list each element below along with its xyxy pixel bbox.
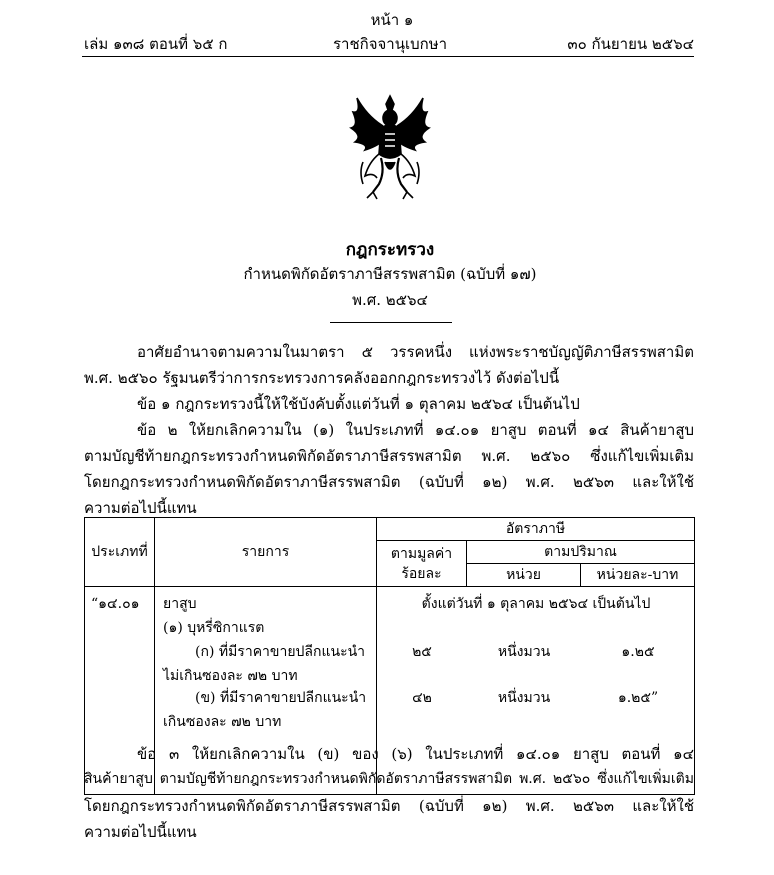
header-by-quantity: ตามปริมาณ (467, 541, 695, 564)
header-unit: หน่วย (467, 564, 581, 587)
preamble-line-2: พ.ศ. ๒๕๖๐ รัฐมนตรีว่าการกระทรวงการคลังออกกฎกระทรวงไว้ ดังต่อไปนี้ (84, 369, 560, 387)
header-by-value (377, 541, 467, 587)
volume-info: เล่ม ๑๓๘ ตอนที่ ๖๕ ก (84, 35, 228, 53)
clause-2-line-2: ตามบัญชีท้ายกฎกระทรวงกำหนดพิกัดอัตราภาษีสรรพสามิต พ.ศ. ๒๕๖๐ ซึ่งแก้ไขเพิ่มเติม (84, 447, 694, 465)
effective-date: ตั้งแต่วันที่ ๑ ตุลาคม ๒๕๖๔ เป็นต้นไป (421, 596, 651, 612)
page-number: หน้า ๑ (370, 11, 414, 29)
header-by-value-line1: ตามมูลค่า (390, 545, 453, 562)
item-tobacco: ยาสูบ (163, 596, 197, 612)
clause-2-line-1: ข้อ ๒ ให้ยกเลิกความใน (๑) ในประเภทที่ ๑๔.๐๑ ยาสูบ ตอนที่ ๑๔ สินค้ายาสูบ (137, 421, 694, 439)
sub-b-rate: ๑.๒๕” (617, 690, 659, 706)
clause-3-line-4: ความต่อไปนี้แทน (84, 823, 197, 841)
item-cigarette: (๑) บุหรี่ซิกาแรต (163, 620, 265, 636)
item-sub-b-line1: (ข) ที่มีราคาขายปลีกแนะนำ (195, 690, 367, 706)
clause-3-line-3: โดยกฎกระทรวงกำหนดพิกัดอัตราภาษีสรรพสามิต (ฉบับที่ ๑๒) พ.ศ. ๒๕๖๓ และให้ใช้ (84, 797, 694, 815)
sub-b-unit: หนึ่งมวน (497, 690, 551, 706)
title-rule (330, 322, 452, 323)
category-code: “๑๔.๐๑ (91, 596, 140, 612)
header-items: รายการ (155, 518, 377, 587)
item-sub-a-line2: ไม่เกินซองละ ๗๒ บาท (163, 668, 298, 684)
document-subtitle: กำหนดพิกัดอัตราภาษีสรรพสามิต (ฉบับที่ ๑๗) (243, 265, 537, 283)
garuda-emblem-icon (345, 92, 435, 202)
preamble-line-1: อาศัยอำนาจตามความในมาตรา ๕ วรรคหนึ่ง แห่งพระราชบัญญัติภาษีสรรพสามิต (137, 343, 694, 361)
sub-a-unit: หนึ่งมวน (497, 644, 551, 660)
item-sub-b-line2: เกินซองละ ๗๒ บาท (163, 714, 282, 730)
item-sub-a-line1: (ก) ที่มีราคาขายปลีกแนะนำ (195, 644, 366, 660)
header-by-value-line2: ร้อยละ (401, 565, 442, 582)
document-year: พ.ศ. ๒๕๖๔ (352, 291, 428, 309)
clause-2-line-3: โดยกฎกระทรวงกำหนดพิกัดอัตราภาษีสรรพสามิต (ฉบับที่ ๑๒) พ.ศ. ๒๕๖๓ และให้ใช้ (84, 473, 694, 491)
clause-2-line-4: ความต่อไปนี้แทน (84, 499, 197, 517)
header-per-unit: หน่วยละ-บาท (581, 564, 695, 587)
clause-3-line-2: สินค้ายาสูบ ตามบัญชีท้ายกฎกระทรวงกำหนดพิกัดอัตราภาษีสรรพสามิต พ.ศ. ๒๕๖๐ ซึ่งแก้ไขเพิ่มเติม (84, 771, 694, 787)
clause-3-line-1: ข้อ ๓ ให้ยกเลิกความใน (ข) ของ (๖) ในประเภทที่ ๑๔.๐๑ ยาสูบ ตอนที่ ๑๔ (137, 745, 694, 763)
sub-a-percent: ๒๕ (412, 644, 432, 660)
sub-b-percent: ๔๒ (412, 690, 432, 706)
gazette-name: ราชกิจจานุเบกษา (332, 35, 448, 53)
document-title: กฎกระทรวง (345, 240, 435, 260)
clause-1: ข้อ ๑ กฎกระทรวงนี้ให้ใช้บังคับตั้งแต่วันที่ ๑ ตุลาคม ๒๕๖๔ เป็นต้นไป (137, 395, 580, 413)
sub-a-rate: ๑.๒๕ (621, 644, 655, 660)
header-tax-rate: อัตราภาษี (377, 518, 695, 541)
publish-date: ๓๐ กันยายน ๒๕๖๔ (567, 35, 694, 53)
header-divider (82, 56, 694, 57)
header-category: ประเภทที่ (85, 518, 155, 587)
